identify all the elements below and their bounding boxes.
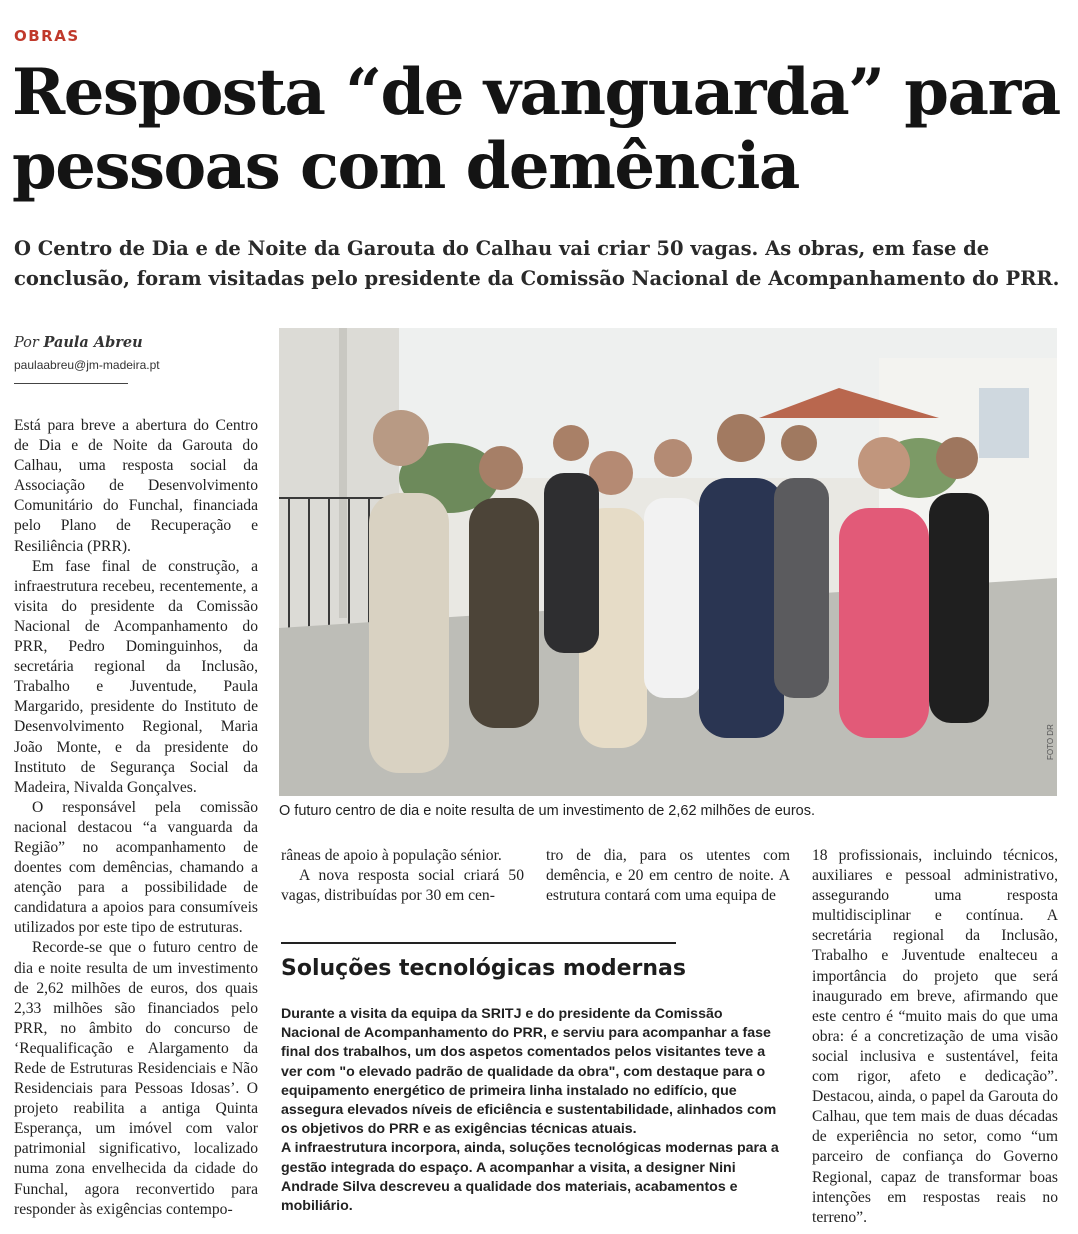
paragraph: A infraestrutura incorpora, ainda, soluções tecnológicas modernas para a gestão integrada do espaço. A acompanhar a visita, a designer Nini Andrade Silva descreveu a qualidade dos materiais, acabamentos e mobiliário. [281, 1140, 779, 1215]
photo-caption: O futuro centro de dia e noite resulta de um investimento de 2,62 milhões de euros. [279, 803, 816, 819]
sidebar-title: Soluções tecnológicas modernas [281, 956, 686, 981]
paragraph: tro de dia, para os utentes com demência, e 20 em centro de noite. A estrutura contará com uma equipa de [546, 847, 790, 905]
sidebar-body [281, 1005, 781, 1216]
article-column-2 [281, 846, 524, 906]
lead-paragraph: O Centro de Dia e de Noite da Garouta do Calhau vai criar 50 vagas. As obras, em fase de conclusão, foram visitadas pelo presidente da Comissão Nacional de Acompanhamento do PRR. [14, 237, 1060, 290]
byline [14, 334, 143, 351]
paragraph: 18 profissionais, incluindo técnicos, auxiliares e pessoal administrativo, assegurando uma resposta multidisciplinar e contínua. A secretária regional da Inclusão, Trabalho e Juventude enalteceu a importância do projeto que será inaugurado em breve, afirmando que este centro é “muito mais do que uma obra: é a concretização de uma visão social inclusiva e sustentável, feita com rigor, afeto e dedicação”. Destacou, ainda, o papel da Garouta do Calhau, que tem mais de duas décadas de experiência no setor, como “um parceiro de confiança do Governo Regional, capaz de transformar boas intenções em respostas reais no terreno”. [812, 847, 1058, 1226]
paragraph: O responsável pela comissão nacional destacou “a vanguarda da Região” no acompanhamento de doentes com demências, chamando a atenção para a possibilidade de candidatura a apoios para consumíveis utilizados por este tipo de estruturas. [14, 798, 258, 937]
article-column-3 [546, 846, 790, 906]
section-label: OBRAS [14, 27, 80, 45]
paragraph: Está para breve a abertura do Centro de Dia e de Noite da Garouta do Calhau, uma resposta social da Associação de Desenvolvimento Comunitário do Funchal, financiada pelo Plano de Recuperação e Resiliência (PRR). [14, 417, 258, 555]
article-column-1 [14, 416, 258, 1228]
sidebar-divider [281, 942, 676, 944]
paragraph: Durante a visita da equipa da SRITJ e do presidente da Comissão Nacional de Acompanhamento do PRR, e serviu para acompanhar a fase final dos trabalhos, um dos aspetos comentados pelos visitantes teve a ver com "o elevado padrão de qualidade da obra", com destaque para o equipamento energético de primeira linha instalado no edifício, que assegura elevados níveis de eficiência e sustentabilidade, alinhados com os objetivos do PRR e as exigências técnicas atuais. [281, 1006, 777, 1138]
headline: Resposta “de vanguarda” para pessoas com demência [12, 55, 1060, 204]
article-column-4 [812, 846, 1058, 1226]
byline-divider [14, 383, 128, 384]
article-photo [279, 328, 1057, 796]
photo-credit: FOTO DR [1046, 724, 1055, 760]
paragraph: Em fase final de construção, a infraestrutura recebeu, recentemente, a visita do presidente da Comissão Nacional de Acompanhamento do PRR, Pedro Dominguinhos, da secretária regional da Inclusão, Trabalho e Juventude, Paula Margarido, presidente do Instituto de Desenvolvimento Regional, Maria João Monte, e da presidente do Instituto de Segurança Social da Madeira, Nivalda Gonçalves. [14, 557, 258, 796]
author-email: paulaabreu@jm-madeira.pt [14, 358, 160, 372]
paragraph: râneas de apoio à população sénior. [281, 847, 502, 864]
byline-prefix: Por [14, 335, 39, 351]
paragraph: Recorde-se que o futuro centro de dia e noite resulta de um investimento de 2,62 milhões de euros, dos quais 2,33 milhões são financiados pelo PRR, no âmbito do concurso de ‘Requalificação e Alargamento da Rede de Estruturas Residenciais e Não Residenciais para Pessoas Idosas’. O projeto reabilita a antiga Quinta Esperança, um imóvel com valor patrimonial significativo, localizado numa zona envelhecida da cidade do Funchal, agora reconvertido para responder às exigências contempo- [14, 939, 258, 1218]
paragraph: A nova resposta social criará 50 vagas, distribuídas por 30 em cen- [281, 867, 524, 905]
author-name: Paula Abreu [43, 334, 143, 351]
